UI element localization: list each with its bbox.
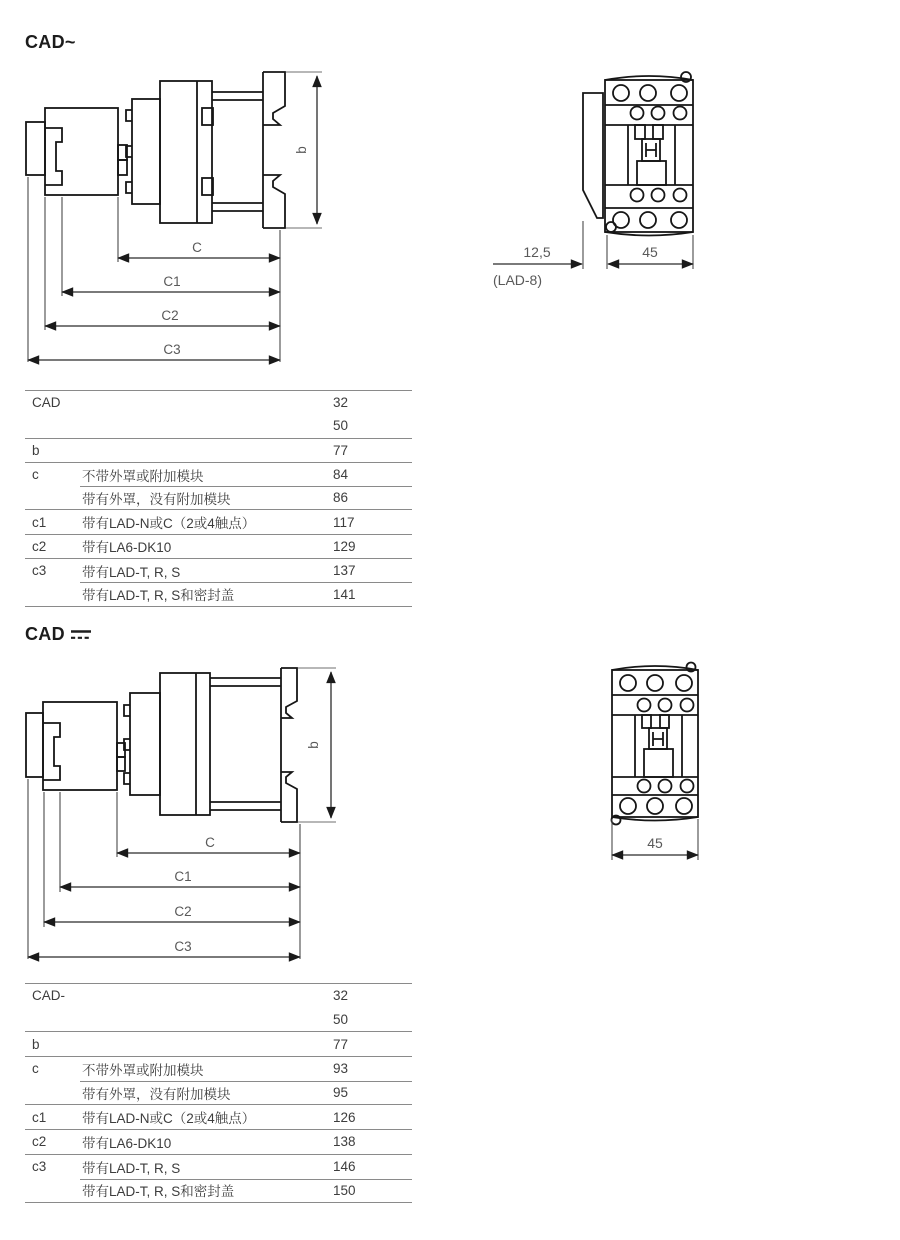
front-dimensions [612,819,698,860]
dimension-c-group [28,779,300,959]
row-desc: 带有LAD-T, R, S [82,564,181,580]
row-value: 50 [333,418,349,434]
contactor-front-outline [612,663,699,825]
table-row [25,558,412,582]
contactor-side-outline [26,72,285,228]
table-row [25,1179,412,1203]
dc-supply-symbol-icon [69,627,93,642]
contactor-front-outline [583,72,693,236]
row-value: 86 [333,490,349,506]
row-value: 95 [333,1085,349,1101]
dc-section-title [25,624,93,645]
row-key: c [32,1061,39,1077]
ac-section-title [25,32,76,53]
dim-label-c: C [205,835,215,850]
row-desc: 带有LA6-DK10 [82,540,172,556]
row-desc: 带有LAD-T, R, S和密封盖 [82,588,235,604]
dim-label-width: 45 [642,244,658,260]
contactor-side-outline [26,668,297,822]
row-value: 117 [333,514,355,530]
row-value: 146 [333,1159,356,1175]
row-key: CAD- [32,988,65,1004]
table-row [25,414,412,437]
row-desc: 带有LA6-DK10 [82,1135,172,1151]
dim-label-b: b [294,146,309,154]
row-desc: 带有LAD-T, R, S [82,1160,181,1176]
dc-side-view-drawing [20,653,342,968]
row-value: 77 [333,442,349,458]
row-value: 84 [333,467,349,483]
row-value: 32 [333,988,349,1004]
row-desc: 不带外罩或附加模块 [82,1062,204,1078]
table-row [25,1008,412,1032]
dc-dimensions-table [25,983,412,1203]
ac-front-view-drawing [490,63,700,293]
dc-title-text: CAD [25,624,65,644]
dim-label-c3: C3 [174,939,192,954]
dim-label-b: b [306,741,321,749]
dimension-b [286,72,322,228]
row-key: CAD [32,395,61,411]
row-value: 141 [333,586,356,602]
lad8-note: (LAD-8) [493,272,543,288]
dim-label-c3: C3 [163,342,181,357]
row-value: 138 [333,1134,356,1150]
dim-label-c2: C2 [161,308,179,323]
dim-label-c2: C2 [174,904,192,919]
dim-label-c1: C1 [163,274,181,289]
dc-front-view-drawing [600,658,710,866]
row-key: b [32,1036,40,1052]
table-row [25,438,412,462]
row-value: 126 [333,1109,356,1125]
row-desc: 不带外罩或附加模块 [82,468,204,484]
dim-label-width: 45 [647,835,663,851]
row-desc: 带有LAD-N或C（2或4触点） [82,516,256,532]
row-key: c2 [32,1134,47,1150]
table-row [25,1081,412,1105]
row-value: 50 [333,1012,349,1028]
row-key: c1 [32,1109,47,1125]
front-dimensions [493,221,693,288]
table-row [25,391,412,414]
table-row [25,462,412,486]
dimension-b [298,668,336,822]
dim-label-c1: C1 [174,869,192,884]
row-desc: 带有LAD-T, R, S和密封盖 [82,1184,235,1200]
dim-label-c: C [192,240,202,255]
row-value: 137 [333,563,356,579]
row-key: c2 [32,538,47,554]
row-key: c1 [32,514,47,530]
table-row [25,1056,412,1081]
table-row [25,1154,412,1179]
dim-label-offset: 12,5 [523,244,551,260]
row-desc: 带有外罩，没有附加模块 [82,491,231,507]
row-desc: 带有外罩，没有附加模块 [82,1086,231,1102]
row-key: c3 [32,1159,47,1175]
row-key: b [32,442,40,458]
table-row [25,486,412,509]
table-row [25,534,412,558]
row-value: 150 [333,1182,356,1198]
row-value: 129 [333,538,356,554]
table-row [25,1031,412,1056]
row-key: c [32,467,39,483]
table-row [25,1104,412,1129]
ac-title-text: CAD~ [25,32,76,52]
row-key: c3 [32,563,47,579]
row-value: 93 [333,1061,349,1077]
ac-side-view-drawing [20,60,330,370]
ac-dimensions-table [25,390,412,607]
table-row [25,509,412,533]
row-value: 77 [333,1036,349,1052]
table-row [25,984,412,1008]
row-value: 32 [333,395,349,411]
table-row [25,582,412,605]
row-desc: 带有LAD-N或C（2或4触点） [82,1111,256,1127]
table-row [25,1129,412,1154]
